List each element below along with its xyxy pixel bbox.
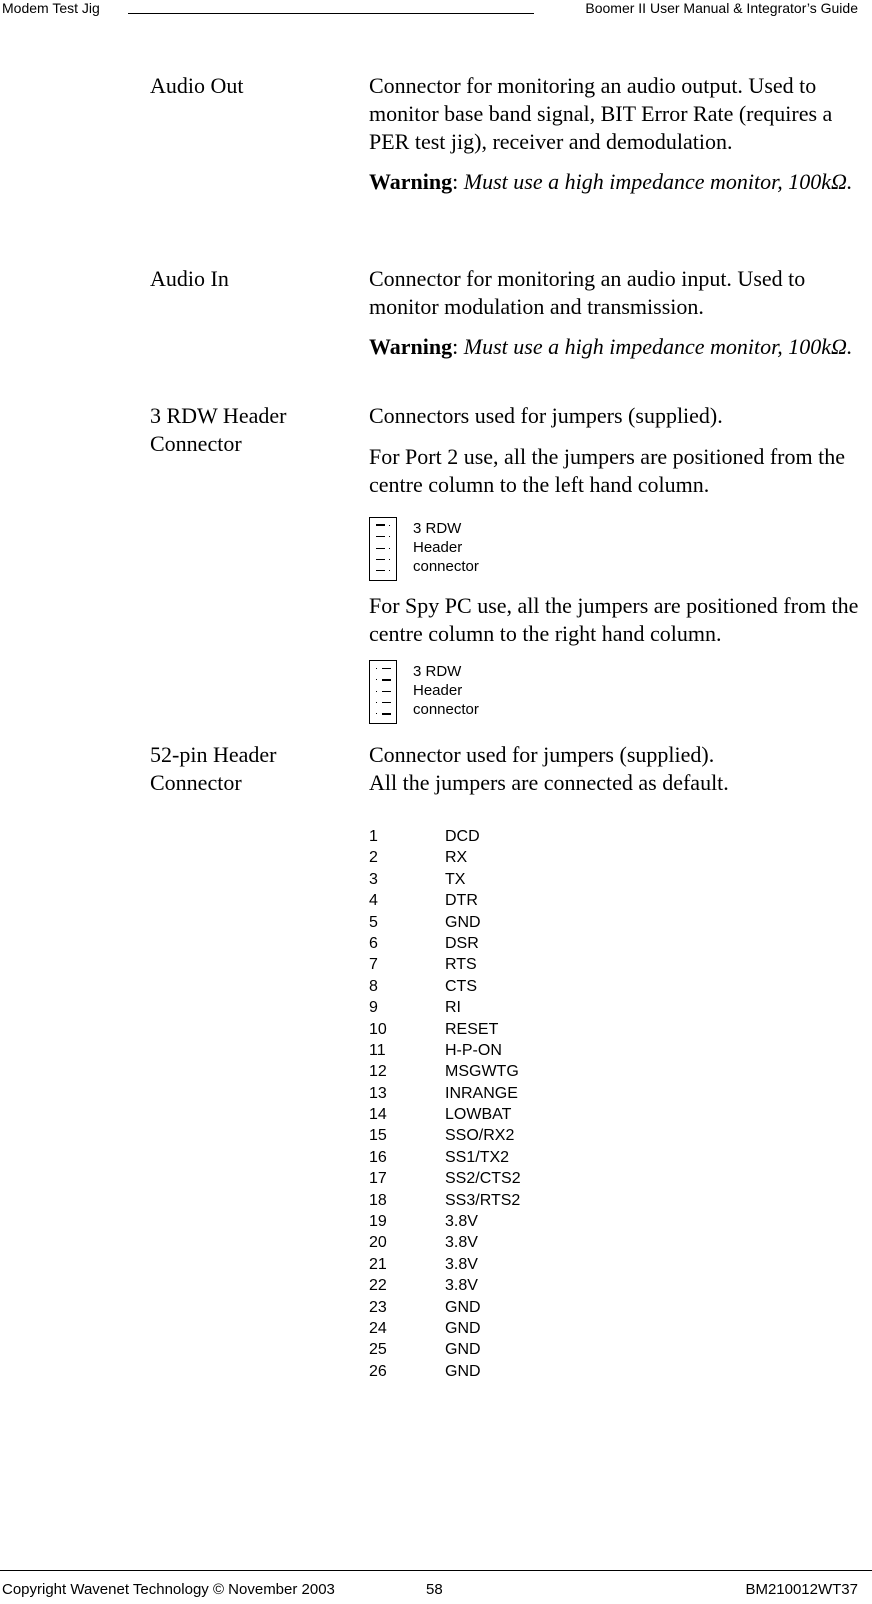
- figure-label-line1: 3 RDW: [413, 520, 462, 537]
- header-connector-outline: [369, 660, 397, 724]
- pin-signal: 3.8V: [445, 1234, 478, 1252]
- header-chapter-title: Modem Test Jig: [2, 0, 100, 16]
- pin-signal: GND: [445, 1341, 481, 1359]
- pin-signal: LOWBAT: [445, 1106, 512, 1124]
- pin-row: [369, 1318, 565, 1339]
- pin-row: [369, 869, 565, 890]
- pin-dot: [389, 570, 390, 571]
- pin-row: [369, 1232, 565, 1253]
- pin-row: [369, 1190, 565, 1211]
- audio-out-warning-label: Warning: [369, 169, 453, 194]
- jumper-bar: [382, 691, 391, 692]
- pin-number: 5: [369, 913, 378, 931]
- footer-page-number: 58: [426, 1581, 443, 1598]
- audio-out-warning: [369, 168, 865, 196]
- pin-dot: [376, 713, 377, 714]
- pin-dot: [389, 559, 390, 560]
- jumper-figure-spy: [369, 660, 529, 728]
- page-footer: [0, 1581, 872, 1601]
- desc-audio-out: [369, 72, 865, 196]
- header-document-title: Boomer II User Manual & Integrator’s Guide: [585, 0, 858, 16]
- pin-signal: 3.8V: [445, 1277, 478, 1295]
- pin-number: 21: [369, 1255, 387, 1273]
- pin-row: [369, 1125, 565, 1146]
- term-3rdw-header: [150, 402, 350, 458]
- footer-copyright: Copyright Wavenet Technology © November 2003: [2, 1581, 335, 1598]
- pin-number: 7: [369, 956, 378, 974]
- pin-signal: DSR: [445, 934, 479, 952]
- pin-row: [369, 1211, 565, 1232]
- figure-label-line3: connector: [413, 558, 479, 575]
- pin-signal: 3.8V: [445, 1255, 478, 1273]
- audio-in-description: Connector for monitoring an audio input. Used to monitor modulation and transmission.: [369, 266, 806, 319]
- pin-row: [369, 1061, 565, 1082]
- pin-number: 15: [369, 1127, 387, 1145]
- pin-number: 8: [369, 977, 378, 995]
- audio-out-warning-text: Must use a high impedance monitor, 100kΩ.: [463, 169, 853, 194]
- desc-3rdw-port2: [369, 443, 865, 499]
- pin-row: [369, 1275, 565, 1296]
- pin-row: [369, 1361, 565, 1382]
- term-audio-in: Audio In: [150, 266, 229, 291]
- pin-number: 19: [369, 1213, 387, 1231]
- pin-number: 17: [369, 1170, 387, 1188]
- pin-signal: GND: [445, 1362, 481, 1380]
- pin-signal: H-P-ON: [445, 1041, 502, 1059]
- pin-signal: RI: [445, 999, 461, 1017]
- term-52pin-header: [150, 741, 350, 797]
- pin-dot: [376, 691, 377, 692]
- pin-row: [369, 1083, 565, 1104]
- pin-number: 1: [369, 828, 378, 845]
- figure-label: [413, 662, 523, 719]
- pin-number: 2: [369, 849, 378, 867]
- term-52pin-line1: 52-pin Header: [150, 742, 277, 767]
- pin-signal: DTR: [445, 892, 478, 910]
- figure-label-line2: Header: [413, 682, 463, 699]
- audio-in-warning-text: Must use a high impedance monitor, 100kΩ.: [463, 334, 853, 359]
- pin-signal: GND: [445, 1319, 481, 1337]
- pin-dot: [389, 525, 390, 526]
- pin-signal: RX: [445, 849, 468, 867]
- figure-label-line3: connector: [413, 701, 479, 718]
- desc-audio-in: [369, 265, 865, 361]
- pin-row: [369, 933, 565, 954]
- jumper-bar: [382, 679, 391, 681]
- pin-row: [369, 1297, 565, 1318]
- footer-rule: [0, 1570, 872, 1571]
- pin-assignment-table: [369, 826, 565, 1382]
- pin-number: 4: [369, 892, 378, 910]
- pin-number: 26: [369, 1362, 387, 1380]
- figure-label: [413, 519, 523, 576]
- figure-label-line1: 3 RDW: [413, 663, 462, 680]
- term-3rdw-line1: 3 RDW Header: [150, 403, 287, 428]
- header-rule: [128, 13, 534, 14]
- pin-signal: SS1/TX2: [445, 1148, 510, 1166]
- pin-row: [369, 1147, 565, 1168]
- pin-number: 20: [369, 1234, 387, 1252]
- audio-out-warning-sep: :: [452, 169, 464, 194]
- term-audio-out: Audio Out: [150, 73, 244, 98]
- jumper-bar: [376, 570, 385, 571]
- pin-row: [369, 1254, 565, 1275]
- pin-signal: RESET: [445, 1020, 499, 1038]
- pin-signal: RTS: [445, 956, 477, 974]
- jumper-bar: [382, 668, 391, 669]
- pin52-desc-line1: Connector used for jumpers (supplied).: [369, 742, 715, 767]
- jumper-bar: [376, 559, 385, 560]
- pin-number: 10: [369, 1020, 387, 1038]
- jumper-figure-port2: [369, 517, 529, 585]
- pin-signal: DCD: [445, 828, 480, 845]
- pin-row: [369, 997, 565, 1018]
- pin-dot: [376, 702, 377, 703]
- rdw-intro: Connectors used for jumpers (supplied).: [369, 403, 723, 428]
- pin-row: [369, 954, 565, 975]
- audio-in-warning: [369, 333, 865, 361]
- audio-in-warning-sep: :: [452, 334, 464, 359]
- pin52-desc-line2: All the jumpers are connected as default.: [369, 770, 729, 795]
- jumper-bar: [376, 524, 385, 526]
- pin-number: 9: [369, 999, 378, 1017]
- audio-in-warning-label: Warning: [369, 334, 453, 359]
- rdw-port2-text: For Port 2 use, all the jumpers are positioned from the centre column to the left hand column.: [369, 444, 845, 497]
- pin-row: [369, 1040, 565, 1061]
- desc-3rdw-intro: [369, 402, 865, 430]
- pin-signal: MSGWTG: [445, 1063, 519, 1081]
- figure-label-line2: Header: [413, 539, 463, 556]
- pin-row: [369, 1168, 565, 1189]
- pin-number: 3: [369, 870, 378, 888]
- jumper-bar: [376, 536, 385, 537]
- pin-signal: CTS: [445, 977, 477, 995]
- pin-signal: INRANGE: [445, 1084, 518, 1102]
- pin-number: 23: [369, 1298, 387, 1316]
- pin-signal: SS3/RTS2: [445, 1191, 521, 1209]
- pin-row: [369, 826, 565, 847]
- desc-52pin: [369, 741, 865, 797]
- jumper-bar: [382, 702, 391, 703]
- pin-number: 22: [369, 1277, 387, 1295]
- footer-document-id: BM210012WT37: [745, 1581, 858, 1598]
- pin-row: [369, 912, 565, 933]
- pin-signal: SSO/RX2: [445, 1127, 515, 1145]
- pin-signal: GND: [445, 913, 481, 931]
- pin-dot: [376, 668, 377, 669]
- pin-number: 14: [369, 1106, 387, 1124]
- pin-dot: [389, 536, 390, 537]
- rdw-spy-text: For Spy PC use, all the jumpers are positioned from the centre column to the right hand column.: [369, 593, 859, 646]
- pin-row: [369, 976, 565, 997]
- pin-signal: GND: [445, 1298, 481, 1316]
- jumper-bar: [382, 713, 391, 715]
- pin-row: [369, 1104, 565, 1125]
- audio-out-description: Connector for monitoring an audio output. Used to monitor base band signal, BIT Error Rate (requires a PER test jig), receiver and demodulation.: [369, 73, 833, 154]
- pin-dot: [389, 548, 390, 549]
- pin-number: 18: [369, 1191, 387, 1209]
- desc-3rdw-spy: [369, 592, 865, 648]
- pin-number: 25: [369, 1341, 387, 1359]
- pin-signal: TX: [445, 870, 466, 888]
- pin-signal: 3.8V: [445, 1213, 478, 1231]
- pin-number: 6: [369, 934, 378, 952]
- jumper-bar: [376, 548, 385, 549]
- page-header: [0, 0, 858, 20]
- pin-signal: SS2/CTS2: [445, 1170, 521, 1188]
- pin-row: [369, 847, 565, 868]
- pin-row: [369, 1339, 565, 1360]
- pin-dot: [376, 679, 377, 680]
- pin-row: [369, 890, 565, 911]
- pin-row: [369, 1019, 565, 1040]
- pin-number: 11: [369, 1041, 386, 1059]
- pin-number: 24: [369, 1319, 387, 1337]
- pin-number: 13: [369, 1084, 387, 1102]
- pin-number: 12: [369, 1063, 387, 1081]
- term-3rdw-line2: Connector: [150, 431, 242, 456]
- header-connector-outline: [369, 517, 397, 581]
- pin-number: 16: [369, 1148, 387, 1166]
- term-52pin-line2: Connector: [150, 770, 242, 795]
